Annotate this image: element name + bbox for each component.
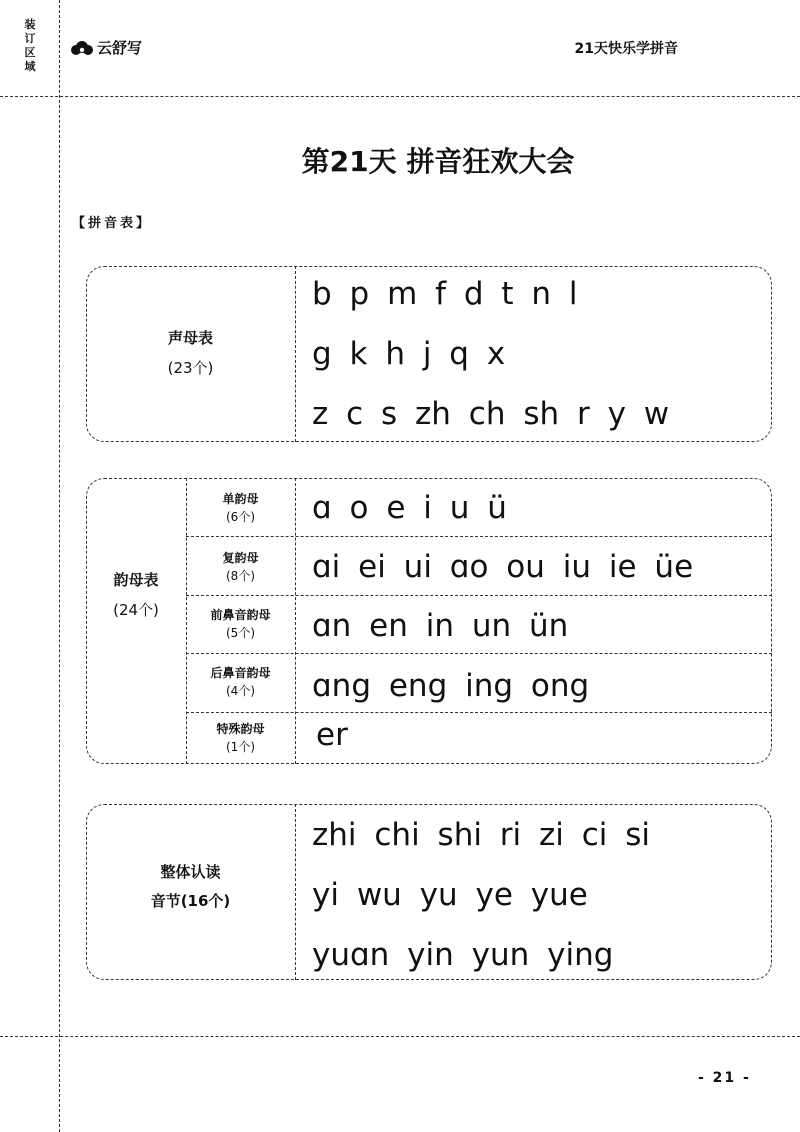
finals-group-count: (4个) — [226, 684, 255, 698]
finals-group-count: (8个) — [226, 569, 255, 583]
finals-group-name: 单韵母 — [222, 492, 259, 506]
finals-group-name: 特殊韵母 — [216, 722, 265, 736]
section-label: 【拼音表】 — [72, 216, 153, 231]
finals-group-name: 前鼻音韵母 — [210, 608, 271, 622]
initials-count: (23个) — [167, 359, 214, 377]
binding-area-label — [22, 18, 38, 74]
finals-row-divider — [186, 595, 772, 596]
finals-group-count: (5个) — [226, 626, 255, 640]
binding-char: 域 — [24, 60, 36, 73]
finals-row-divider — [186, 712, 772, 713]
finals-group-count: (6个) — [226, 510, 255, 524]
initials-row: z c s zh ch sh r y w — [312, 396, 670, 432]
finals-group-items: ɑi ei ui ɑo ou iu ie üe — [312, 549, 694, 585]
finals-group-items: ɑng eng ing ong — [312, 668, 590, 704]
syllables-row: yi wu yu ye yue — [312, 877, 588, 913]
finals-group-name: 后鼻音韵母 — [210, 666, 271, 680]
binding-char: 装 — [24, 18, 36, 31]
syllables-row: zhi chi shi ri zi ci si — [312, 817, 651, 853]
logo-text: 云舒写 — [97, 39, 143, 57]
finals-title: 韵母表 — [113, 571, 159, 589]
page-number: - 21 - — [698, 1070, 751, 1086]
header-divider — [0, 96, 800, 97]
syllables-subtitle: 音节(16个) — [150, 892, 231, 910]
finals-row-divider — [186, 536, 772, 537]
finals-group-count: (1个) — [226, 740, 255, 754]
syllables-title: 整体认读 — [160, 863, 221, 881]
finals-group-name: 复韵母 — [222, 551, 259, 565]
syllables-row: yuɑn yin yun ying — [312, 937, 614, 973]
initials-row: g k h j q x — [312, 336, 506, 372]
initials-row: b p m f d t n l — [312, 276, 578, 312]
finals-count: (24个) — [113, 601, 159, 619]
binding-char: 订 — [24, 32, 36, 45]
series-title: 21天快乐学拼音 — [574, 41, 678, 57]
initials-divider — [295, 266, 296, 442]
syllables-divider — [295, 804, 296, 980]
initials-title: 声母表 — [167, 329, 213, 347]
finals-group-items: ɑn en in un ün — [312, 608, 569, 644]
logo — [70, 37, 142, 58]
binding-char: 区 — [24, 46, 36, 59]
finals-group-items: er — [316, 717, 348, 753]
finals-group-items: ɑ o e i u ü — [312, 490, 507, 526]
finals-divider-right — [295, 478, 296, 764]
page-title: 第21天 拼音狂欢大会 — [301, 145, 575, 178]
footer-divider — [0, 1036, 800, 1037]
cloud-logo-icon — [70, 40, 94, 56]
finals-row-divider — [186, 653, 772, 654]
